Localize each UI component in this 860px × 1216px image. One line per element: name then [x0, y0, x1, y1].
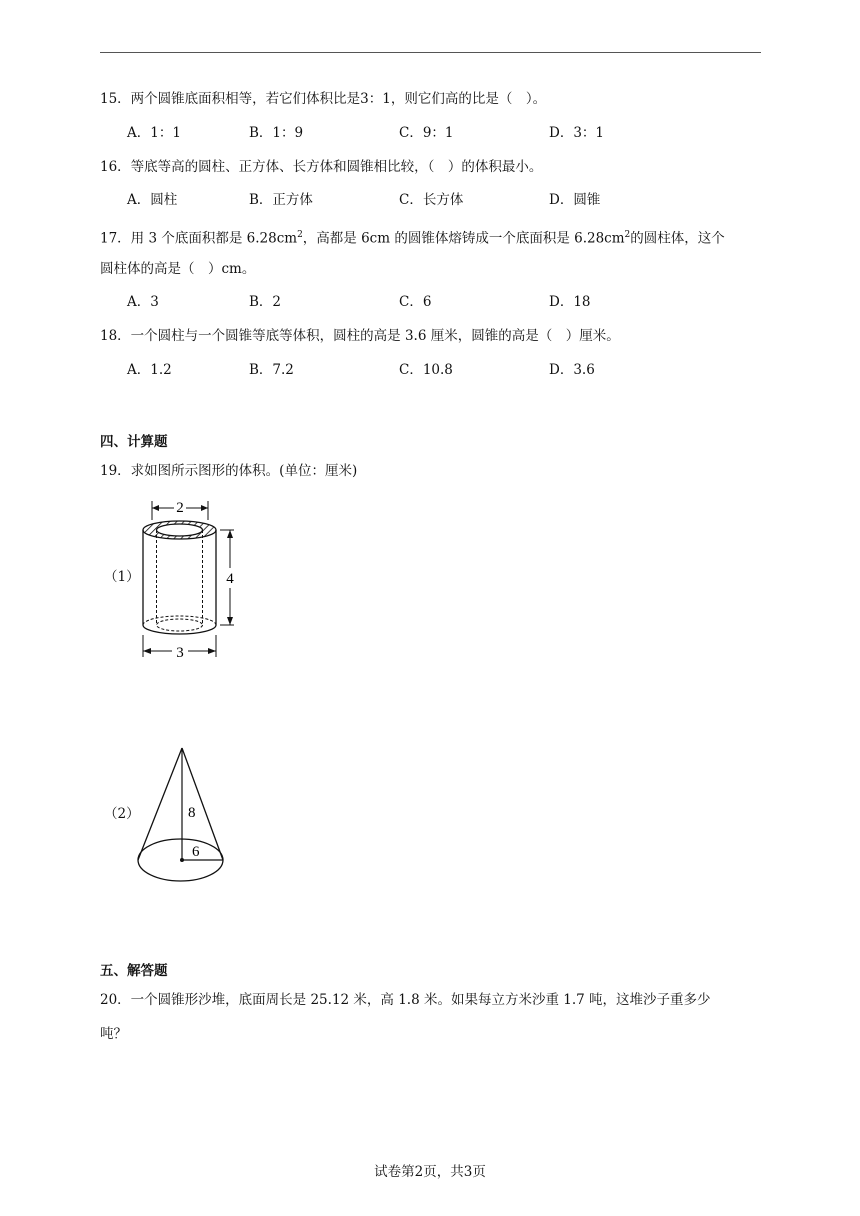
outer-diameter-label: 3 — [176, 645, 184, 661]
question-17-part-b: ，高都是 6cm 的圆锥体熔铸成一个底面积是 6.28cm — [302, 230, 625, 247]
option-c: C．长方体 — [399, 192, 464, 208]
section-4-title: 四、计算题 — [100, 434, 168, 450]
inner-diameter-label: 2 — [176, 500, 184, 516]
question-18: 18．一个圆柱与一个圆锥等底等体积，圆柱的高是 3.6 厘米，圆锥的高是（ ）厘米。 — [100, 328, 620, 344]
option-d: D．3.6 — [549, 362, 595, 378]
option-c: C．6 — [399, 294, 432, 310]
option-a: A．3 — [127, 294, 159, 310]
question-20: 20．一个圆锥形沙堆，底面周长是 25.12 米，高 1.8 米。如果每立方米沙重 1.7 吨，这堆沙子重多少 — [100, 992, 711, 1008]
figure-1-label: （1） — [104, 569, 140, 585]
question-17-part-a: 17．用 3 个底面积都是 6.28cm — [100, 230, 298, 247]
header-rule — [100, 52, 761, 53]
cone-radius-label: 6 — [192, 844, 200, 860]
option-d: D．3：1 — [549, 125, 605, 141]
question-19: 19．求如图所示图形的体积。(单位：厘米) — [100, 463, 358, 479]
question-17-part-c: 的圆柱体，这个 — [630, 230, 725, 247]
height-label: 4 — [226, 571, 234, 587]
option-d: D．18 — [549, 294, 591, 310]
question-20-line-2: 吨？ — [100, 1026, 127, 1042]
figure-2-label: （2） — [104, 806, 140, 822]
section-5-title: 五、解答题 — [100, 963, 168, 979]
question-15: 15．两个圆锥底面积相等，若它们体积比是3：1，则它们高的比是（ ）。 — [100, 91, 547, 107]
question-17-options — [127, 293, 727, 311]
superscript: 2 — [624, 230, 631, 240]
option-b: B．1：9 — [249, 125, 304, 141]
question-15-options — [127, 124, 727, 142]
question-17-line-2: 圆柱体的高是（ ）cm。 — [100, 261, 256, 277]
option-d: D．圆锥 — [549, 192, 601, 208]
superscript: 2 — [297, 230, 303, 240]
question-16-options — [127, 191, 727, 209]
question-17 — [100, 226, 725, 248]
option-a: A．1：1 — [127, 125, 181, 141]
question-18-options — [127, 361, 727, 379]
option-a: A．1.2 — [127, 362, 172, 378]
cone-height-label: 8 — [188, 805, 196, 821]
hollow-cylinder-figure — [130, 490, 250, 665]
option-a: A．圆柱 — [127, 192, 178, 208]
page-footer: 试卷第2页，共3页 — [374, 1164, 486, 1180]
option-b: B．正方体 — [249, 192, 313, 208]
option-b: B．2 — [249, 294, 282, 310]
question-16: 16．等底等高的圆柱、正方体、长方体和圆锥相比较，（ ）的体积最小。 — [100, 159, 543, 175]
cone-figure — [132, 742, 232, 887]
option-b: B．7.2 — [249, 362, 294, 378]
option-c: C．9：1 — [399, 125, 454, 141]
option-c: C．10.8 — [399, 362, 453, 378]
